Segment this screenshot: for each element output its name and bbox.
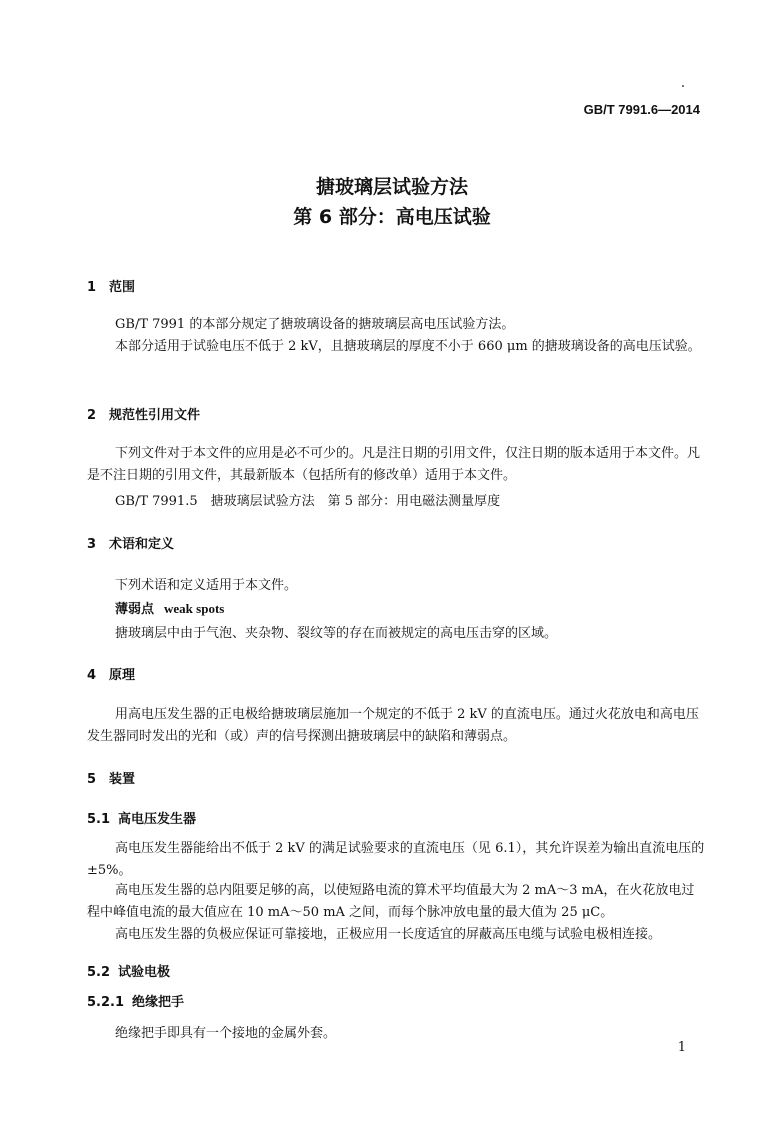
section-5-1-paragraph-3: 高电压发生器的负极应保证可靠接地，正极应用一长度适宜的屏蔽高压电缆与试验电极相连接。 — [115, 927, 662, 942]
section-title: 原理 — [109, 668, 136, 683]
standard-number: GB/T 7991.6—2014 — [583, 102, 700, 117]
section-1-paragraph-1: GB/T 7991 的本部分规定了搪玻璃设备的搪玻璃层高电压试验方法。 — [115, 317, 515, 332]
section-1-paragraph-2: 本部分适用于试验电压不低于 2 kV，且搪玻璃层的厚度不小于 660 μm 的搪玻璃设备的高电压试验。 — [115, 339, 701, 354]
section-number: 5.1 — [87, 812, 111, 827]
section-title: 试验电极 — [118, 965, 171, 980]
section-2-heading — [87, 404, 200, 423]
section-number: 4 — [87, 668, 97, 683]
section-number: 2 — [87, 408, 97, 423]
section-number: 5.2 — [87, 965, 111, 980]
section-title: 装置 — [109, 772, 136, 787]
document-title: 搪玻璃层试验方法 — [315, 176, 468, 198]
term-chinese: 薄弱点 — [115, 602, 155, 617]
section-number: 5.2.1 — [87, 995, 125, 1010]
scan-dot — [682, 85, 684, 87]
section-4-heading — [87, 664, 135, 683]
page-number: 1 — [677, 1040, 686, 1055]
section-number: 1 — [87, 280, 97, 295]
section-title: 高电压发生器 — [118, 812, 197, 827]
section-number: 5 — [87, 772, 97, 787]
section-1-heading — [87, 276, 135, 295]
section-5-2-heading — [87, 961, 170, 980]
section-3-heading — [87, 533, 174, 552]
section-5-2-1-paragraph-1: 绝缘把手即具有一个接地的金属外套。 — [115, 1026, 337, 1041]
section-4-paragraph-1: 用高电压发生器的正电极给搪玻璃层施加一个规定的不低于 2 kV 的直流电压。通过火花放电和高电压发生器同时发出的光和（或）声的信号探测出搪玻璃层中的缺陷和薄弱点。 — [87, 707, 699, 744]
section-title: 术语和定义 — [109, 537, 175, 552]
section-5-1-paragraph-2: 高电压发生器的总内阻要足够的高，以使短路电流的算术平均值最大为 2 mA～3 mA，在火花放电过程中峰值电流的最大值应在 10 mA～50 mA 之间，而每个脉冲放电量的最大值为 25 μC。 — [87, 883, 695, 920]
section-5-1-paragraph-1: 高电压发生器能给出不低于 2 kV 的满足试验要求的直流电压（见 6.1），其允许误差为输出直流电压的±5%。 — [87, 841, 705, 878]
section-5-1-heading — [87, 808, 196, 827]
section-5-2-1-heading — [87, 991, 184, 1010]
term-entry — [115, 598, 224, 617]
section-3-paragraph-1: 下列术语和定义适用于本文件。 — [115, 578, 298, 593]
section-2-paragraph-1: 下列文件对于本文件的应用是必不可少的。凡是注日期的引用文件，仅注日期的版本适用于本文件。凡是不注日期的引用文件，其最新版本（包括所有的修改单）适用于本文件。 — [87, 446, 701, 483]
section-5-heading — [87, 768, 135, 787]
document-subtitle: 第 6 部分：高电压试验 — [293, 206, 491, 228]
section-title: 规范性引用文件 — [109, 408, 201, 423]
section-title: 范围 — [109, 280, 136, 295]
section-number: 3 — [87, 537, 97, 552]
normative-reference: GB/T 7991.5 搪玻璃层试验方法 第 5 部分：用电磁法测量厚度 — [115, 494, 501, 509]
section-title: 绝缘把手 — [132, 995, 185, 1010]
term-english: weak spots — [164, 601, 225, 616]
term-definition: 搪玻璃层中由于气泡、夹杂物、裂纹等的存在而被规定的高电压击穿的区域。 — [115, 626, 558, 641]
